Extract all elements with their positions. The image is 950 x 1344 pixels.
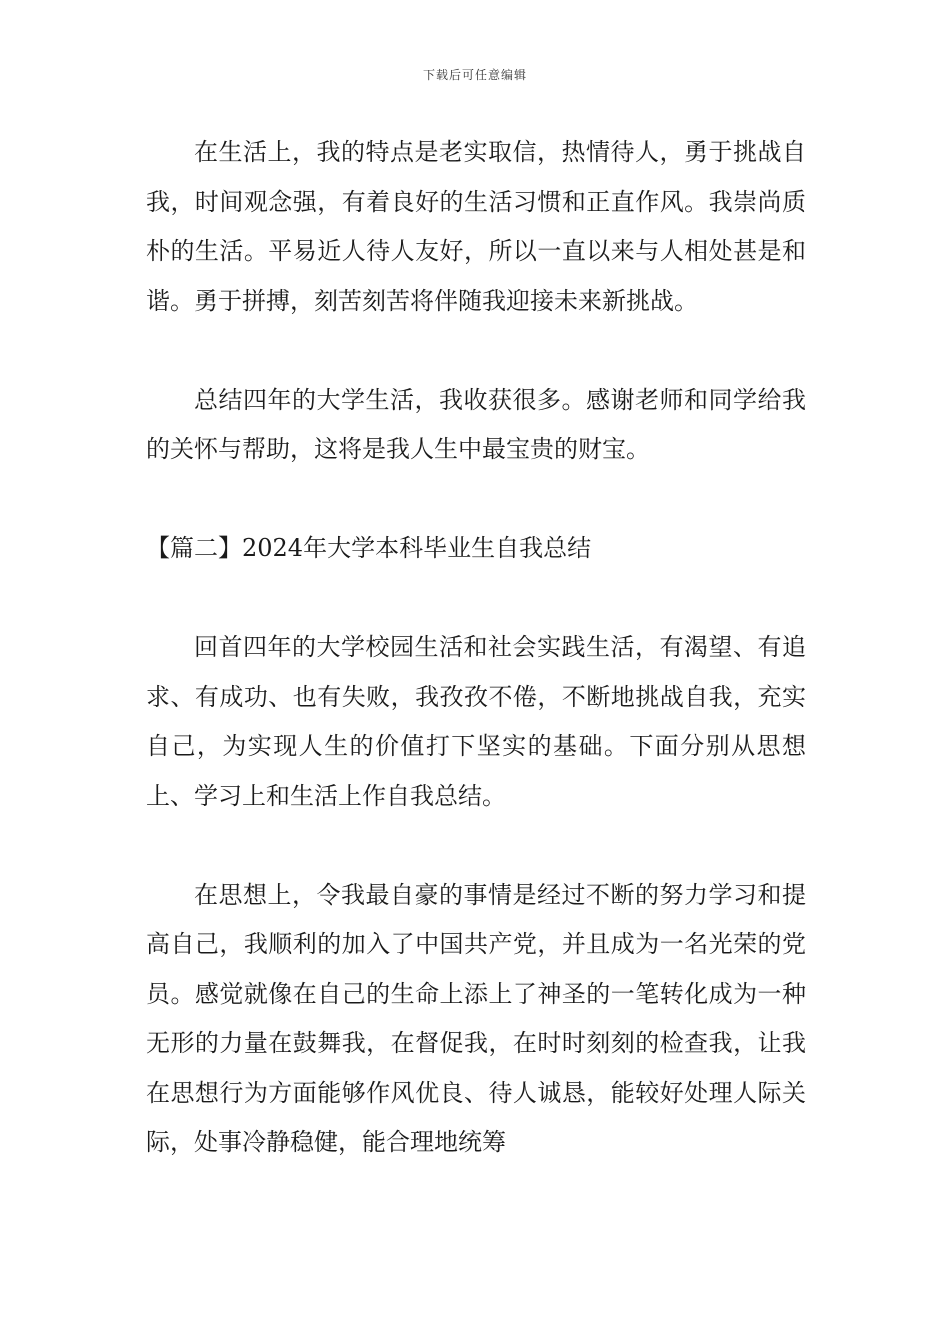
paragraph-life: 在生活上，我的特点是老实取信，热情待人，勇于挑战自我，时间观念强，有着良好的生活习惯和正直作风。我崇尚质朴的生活。平易近人待人友好，所以一直以来与人相处甚是和谐。勇于拼搏，刻苦刻苦将伴随我迎接未来新挑战。 (146, 138, 806, 315)
paragraph-gap (146, 574, 806, 624)
document-body (146, 128, 806, 1168)
paragraph-summary: 总结四年的大学生活，我收获很多。感谢老师和同学给我的关怀与帮助，这将是我人生中最宝贵的财宝。 (146, 385, 806, 463)
paragraph-gap (146, 326, 806, 376)
paragraph-gap (146, 475, 806, 525)
paragraph-review: 回首四年的大学校园生活和社会实践生活，有渴望、有追求、有成功、也有失败，我孜孜不倦，不断地挑战自我，充实自己，为实现人生的价值打下坚实的基础。下面分别从思想上、学习上和生活上作自我总结。 (146, 633, 806, 810)
section-title: 【篇二】2024年大学本科毕业生自我总结 (146, 534, 592, 562)
paragraph-gap (146, 821, 806, 871)
header-note: 下载后可任意编辑 (422, 68, 527, 82)
paragraph-thought: 在思想上，令我最自豪的事情是经过不断的努力学习和提高自己，我顺利的加入了中国共产党，并且成为一名光荣的党员。感觉就像在自己的生命上添上了神圣的一笔转化成为一种无形的力量在鼓舞我，在督促我，在时时刻刻的检查我，让我在思想行为方面能够作风优良、待人诚恳，能较好处理人际关际，处事冷静稳健，能合理地统筹 (146, 880, 806, 1156)
